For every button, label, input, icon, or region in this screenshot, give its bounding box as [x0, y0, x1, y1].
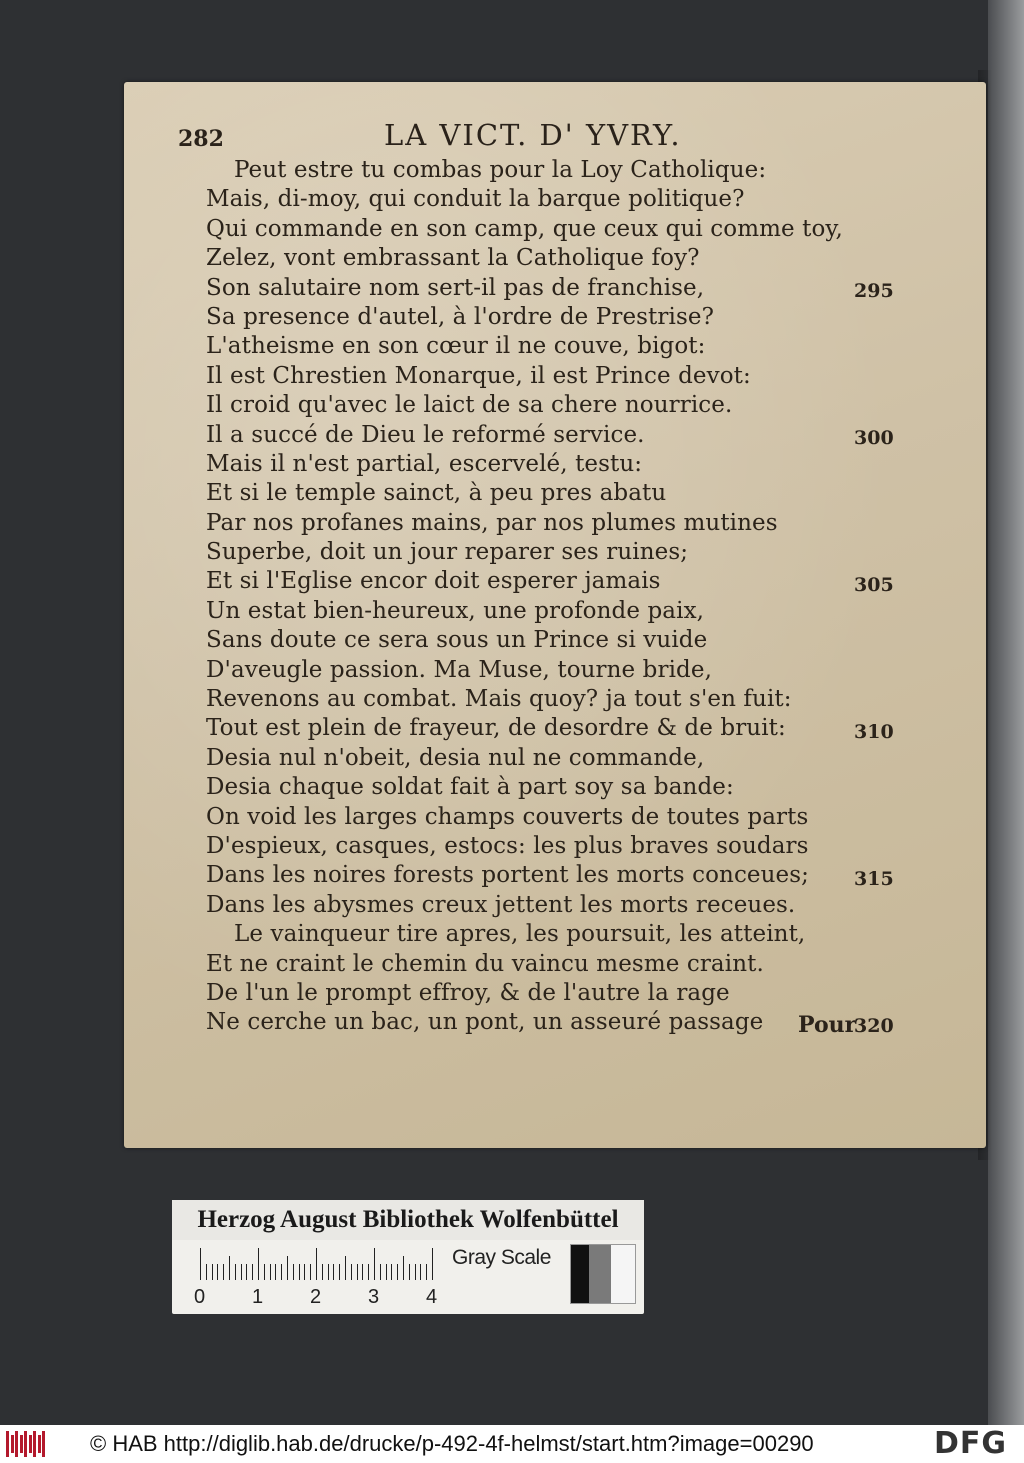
scanner-bed-edge	[988, 0, 1024, 1425]
verse-line: Zelez, vont embrassant la Catholique foy?	[206, 245, 700, 272]
verse-line: Superbe, doit un jour reparer ses ruines;	[206, 539, 689, 566]
ruler-tick	[357, 1264, 358, 1280]
verse-line: Il croid qu'avec le laict de sa chere nourrice.	[206, 392, 733, 419]
verse-line: On void les larges champs couverts de toutes parts	[206, 803, 809, 830]
ruler-tick	[345, 1256, 346, 1280]
logo-bar	[24, 1431, 27, 1457]
ruler-tick	[380, 1264, 381, 1280]
ruler-tick	[241, 1264, 242, 1280]
ruler-tick	[310, 1264, 311, 1280]
verse-line: Sa presence d'autel, à l'ordre de Prestrise?	[206, 303, 714, 330]
verse-line: Mais il n'est partial, escervelé, testu:	[206, 450, 643, 477]
ruler-tick	[212, 1264, 213, 1280]
verse-line: D'aveugle passion. Ma Muse, tourne bride,	[206, 656, 713, 683]
logo-bar	[20, 1435, 23, 1453]
ruler-tick	[206, 1264, 207, 1280]
ruler-tick	[328, 1264, 329, 1280]
verse-line: Tout est plein de frayeur, de desordre & de bruit:	[206, 715, 786, 742]
ruler-tick	[258, 1248, 259, 1280]
footer-permalink[interactable]: © HAB http://diglib.hab.de/drucke/p-492-4f-helmst/start.htm?image=00290	[90, 1431, 814, 1456]
ruler-tick	[275, 1264, 276, 1280]
ruler-tick	[270, 1264, 271, 1280]
gray-swatch	[611, 1245, 635, 1303]
ruler-label: 0	[194, 1286, 206, 1308]
ruler-tick	[304, 1264, 305, 1280]
ruler-tick	[200, 1248, 201, 1280]
gray-scale-swatches	[570, 1244, 636, 1304]
logo-bar	[15, 1431, 18, 1457]
verse-line: Le vainqueur tire apres, les poursuit, les atteint,	[234, 921, 806, 948]
ruler-tick	[316, 1248, 317, 1280]
ruler-label: 3	[368, 1286, 380, 1308]
ruler-tick	[397, 1264, 398, 1280]
ruler-tick	[287, 1256, 288, 1280]
verse-line: Ne cerche un bac, un pont, un asseuré passage	[206, 1009, 764, 1036]
ruler	[200, 1248, 440, 1280]
ruler-tick	[229, 1256, 230, 1280]
verse-line: Il a succé de Dieu le reformé service.	[206, 421, 645, 448]
line-number: 315	[854, 867, 894, 890]
ruler-tick	[362, 1264, 363, 1280]
logo-bar	[29, 1435, 32, 1453]
ruler-tick	[223, 1264, 224, 1280]
verse-line: Et ne craint le chemin du vaincu mesme craint.	[206, 950, 764, 977]
ruler-tick	[264, 1264, 265, 1280]
color-scale-bar	[172, 1200, 644, 1314]
hab-logo-icon	[6, 1431, 48, 1457]
line-number: 295	[854, 279, 894, 302]
verse-line: Il est Chrestien Monarque, il est Prince devot:	[206, 362, 751, 389]
ruler-tick	[403, 1256, 404, 1280]
ruler-tick	[368, 1264, 369, 1280]
ruler-tick	[333, 1264, 334, 1280]
ruler-tick	[374, 1248, 375, 1280]
logo-bar	[33, 1431, 36, 1457]
logo-bar	[6, 1431, 9, 1457]
verse-line: Un estat bien-heureux, une profonde paix,	[206, 597, 705, 624]
verse-line: Dans les noires forests portent les morts conceues;	[206, 862, 810, 889]
verse-line: Revenons au combat. Mais quoy? ja tout s'en fuit:	[206, 686, 792, 713]
ruler-tick	[415, 1264, 416, 1280]
verse-line: Sans doute ce sera sous un Prince si vuide	[206, 627, 708, 654]
ruler-tick	[391, 1264, 392, 1280]
verse-line: L'atheisme en son cœur il ne couve, bigot:	[206, 333, 706, 360]
ruler-tick	[432, 1248, 433, 1280]
line-number: 305	[854, 573, 894, 596]
verse-line: Mais, di-moy, qui conduit la barque politique?	[206, 186, 745, 213]
ruler-tick	[420, 1264, 421, 1280]
gray-swatch	[589, 1245, 611, 1303]
logo-bar	[11, 1435, 14, 1453]
logo-bar	[42, 1431, 45, 1457]
ruler-tick	[281, 1264, 282, 1280]
verse-line: Dans les abysmes creux jettent les morts receues.	[206, 891, 796, 918]
ruler-label: 1	[252, 1286, 264, 1308]
catchword: Pour	[798, 1012, 857, 1038]
ruler-tick	[252, 1264, 253, 1280]
ruler-label: 2	[310, 1286, 322, 1308]
verse-block	[206, 156, 866, 1038]
ruler-tick	[246, 1264, 247, 1280]
verse-line: D'espieux, casques, estocs: les plus braves soudars	[206, 832, 809, 859]
verse-line: Desia nul n'obeit, desia nul ne commande,	[206, 744, 705, 771]
ruler-tick	[293, 1264, 294, 1280]
ruler-tick	[339, 1264, 340, 1280]
ruler-label: 4	[426, 1286, 438, 1308]
verse-line: De l'un le prompt effroy, & de l'autre la rage	[206, 979, 730, 1006]
verse-line: Par nos profanes mains, par nos plumes mutines	[206, 509, 778, 536]
verse-line: Qui commande en son camp, que ceux qui comme toy,	[206, 215, 843, 242]
footer-bar	[0, 1425, 1024, 1463]
scalebar-title: Herzog August Bibliothek Wolfenbüttel	[172, 1200, 644, 1240]
line-number: 320	[854, 1014, 894, 1037]
line-number: 300	[854, 426, 894, 449]
gray-scale-label: Gray Scale	[452, 1246, 551, 1269]
page-number: 282	[178, 126, 224, 152]
line-number: 310	[854, 720, 894, 743]
logo-bar	[38, 1435, 41, 1453]
ruler-tick	[351, 1264, 352, 1280]
ruler-tick	[426, 1264, 427, 1280]
verse-line: Desia chaque soldat fait à part soy sa bande:	[206, 774, 734, 801]
running-head: LA VICT. D' YVRY.	[384, 118, 682, 152]
ruler-tick	[409, 1264, 410, 1280]
ruler-tick	[235, 1264, 236, 1280]
book-page	[124, 82, 986, 1148]
ruler-tick	[322, 1264, 323, 1280]
dfg-logo: DFG	[934, 1426, 1008, 1461]
ruler-tick	[217, 1264, 218, 1280]
page-header	[178, 118, 878, 158]
verse-line: Et si l'Eglise encor doit esperer jamais	[206, 568, 661, 595]
verse-line: Peut estre tu combas pour la Loy Catholique:	[234, 157, 767, 183]
ruler-tick	[386, 1264, 387, 1280]
ruler-tick	[299, 1264, 300, 1280]
verse-line: Son salutaire nom sert-il pas de franchise,	[206, 274, 705, 301]
gray-swatch	[571, 1245, 589, 1303]
verse-line: Et si le temple sainct, à peu pres abatu	[206, 480, 667, 507]
